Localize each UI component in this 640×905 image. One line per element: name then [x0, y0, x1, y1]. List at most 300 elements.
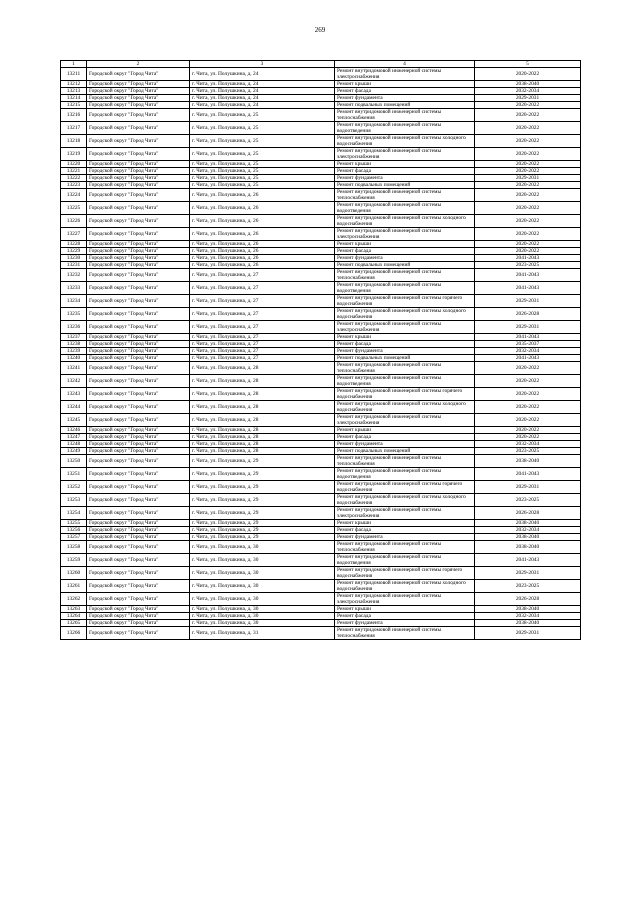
- record-number-cell: 13262: [61, 593, 87, 606]
- work-type-cell: Ремонт подвальных помещений: [335, 102, 475, 109]
- work-type-cell: Ремонт фасада: [335, 88, 475, 95]
- work-type-cell: Ремонт внутридомовой инженерной системы холодного водоснабжения: [335, 308, 475, 321]
- address-cell: г. Чита, ул. Полушкина, д. 27: [190, 355, 335, 362]
- record-number-cell: 13228: [61, 241, 87, 248]
- record-number-cell: 13212: [61, 81, 87, 88]
- municipality-cell: Городской округ "Город Чита": [87, 494, 190, 507]
- period-cell: 2020-2022: [475, 241, 581, 248]
- work-type-cell: Ремонт крыши: [335, 161, 475, 168]
- period-cell: 2029-2031: [475, 627, 581, 640]
- municipality-cell: Городской округ "Город Чита": [87, 248, 190, 255]
- record-number-cell: 13240: [61, 355, 87, 362]
- table-row: [61, 68, 581, 81]
- address-cell: г. Чита, ул. Полушкина, д. 29: [190, 527, 335, 534]
- period-cell: 2038-2040: [475, 81, 581, 88]
- municipality-cell: Городской округ "Город Чита": [87, 541, 190, 554]
- record-number-cell: 13237: [61, 334, 87, 341]
- municipality-cell: Городской округ "Город Чита": [87, 81, 190, 88]
- municipality-cell: Городской округ "Город Чита": [87, 441, 190, 448]
- work-type-cell: Ремонт внутридомовой инженерной системы теплоснабжения: [335, 455, 475, 468]
- record-number-cell: 13242: [61, 375, 87, 388]
- column-header: 1: [61, 61, 87, 68]
- table-row: [61, 95, 581, 102]
- address-cell: г. Чита, ул. Полушкина, д. 24: [190, 102, 335, 109]
- address-cell: г. Чита, ул. Полушкина, д. 25: [190, 148, 335, 161]
- address-cell: г. Чита, ул. Полушкина, д. 28: [190, 427, 335, 434]
- municipality-cell: Городской округ "Город Чита": [87, 308, 190, 321]
- work-type-cell: Ремонт внутридомовой инженерной системы электроснабжения: [335, 593, 475, 606]
- work-type-cell: Ремонт подвальных помещений: [335, 182, 475, 189]
- period-cell: 2020-2022: [475, 148, 581, 161]
- municipality-cell: Городской округ "Город Чита": [87, 481, 190, 494]
- repair-schedule-table: [60, 60, 581, 640]
- municipality-cell: Городской округ "Город Чита": [87, 468, 190, 481]
- table-row: [61, 255, 581, 262]
- municipality-cell: Городской округ "Город Чита": [87, 434, 190, 441]
- work-type-cell: Ремонт фундамента: [335, 534, 475, 541]
- work-type-cell: Ремонт подвальных помещений: [335, 448, 475, 455]
- table-row: [61, 527, 581, 534]
- record-number-cell: 13215: [61, 102, 87, 109]
- municipality-cell: Городской округ "Город Чита": [87, 507, 190, 520]
- municipality-cell: Городской округ "Город Чита": [87, 269, 190, 282]
- municipality-cell: Городской округ "Город Чита": [87, 348, 190, 355]
- work-type-cell: Ремонт внутридомовой инженерной системы электроснабжения: [335, 228, 475, 241]
- record-number-cell: 13266: [61, 627, 87, 640]
- period-cell: 2032-2034: [475, 441, 581, 448]
- table-row: [61, 228, 581, 241]
- period-cell: 2020-2022: [475, 102, 581, 109]
- period-cell: 2020-2022: [475, 414, 581, 427]
- work-type-cell: Ремонт крыши: [335, 81, 475, 88]
- address-cell: г. Чита, ул. Полушкина, д. 25: [190, 182, 335, 189]
- table-row: [61, 606, 581, 613]
- work-type-cell: Ремонт внутридомовой инженерной системы электроснабжения: [335, 68, 475, 81]
- record-number-cell: 13239: [61, 348, 87, 355]
- address-cell: г. Чита, ул. Полушкина, д. 25: [190, 161, 335, 168]
- municipality-cell: Городской округ "Город Чита": [87, 161, 190, 168]
- period-cell: 2020-2022: [475, 388, 581, 401]
- address-cell: г. Чита, ул. Полушкина, д. 28: [190, 441, 335, 448]
- work-type-cell: Ремонт внутридомовой инженерной системы холодного водоснабжения: [335, 580, 475, 593]
- period-cell: 2032-2034: [475, 527, 581, 534]
- municipality-cell: Городской округ "Город Чита": [87, 427, 190, 434]
- record-number-cell: 13233: [61, 282, 87, 295]
- address-cell: г. Чита, ул. Полушкина, д. 27: [190, 334, 335, 341]
- municipality-cell: Городской округ "Город Чита": [87, 228, 190, 241]
- record-number-cell: 13264: [61, 613, 87, 620]
- municipality-cell: Городской округ "Город Чита": [87, 627, 190, 640]
- period-cell: 2038-2040: [475, 455, 581, 468]
- period-cell: 2041-2043: [475, 255, 581, 262]
- record-number-cell: 13238: [61, 341, 87, 348]
- address-cell: г. Чита, ул. Полушкина, д. 30: [190, 593, 335, 606]
- address-cell: г. Чита, ул. Полушкина, д. 29: [190, 520, 335, 527]
- work-type-cell: Ремонт внутридомовой инженерной системы электроснабжения: [335, 148, 475, 161]
- address-cell: г. Чита, ул. Полушкина, д. 27: [190, 348, 335, 355]
- record-number-cell: 13263: [61, 606, 87, 613]
- record-number-cell: 13232: [61, 269, 87, 282]
- municipality-cell: Городской округ "Город Чита": [87, 215, 190, 228]
- work-type-cell: Ремонт фасада: [335, 341, 475, 348]
- municipality-cell: Городской округ "Город Чита": [87, 102, 190, 109]
- address-cell: г. Чита, ул. Полушкина, д. 29: [190, 468, 335, 481]
- address-cell: г. Чита, ул. Полушкина, д. 24: [190, 88, 335, 95]
- municipality-cell: Городской округ "Город Чита": [87, 414, 190, 427]
- table-row: [61, 269, 581, 282]
- address-cell: г. Чита, ул. Полушкина, д. 27: [190, 321, 335, 334]
- work-type-cell: Ремонт внутридомовой инженерной системы холодного водоснабжения: [335, 135, 475, 148]
- address-cell: г. Чита, ул. Полушкина, д. 28: [190, 401, 335, 414]
- record-number-cell: 13246: [61, 427, 87, 434]
- work-type-cell: Ремонт внутридомовой инженерной системы водоотведения: [335, 468, 475, 481]
- table-row: [61, 248, 581, 255]
- municipality-cell: Городской округ "Город Чита": [87, 375, 190, 388]
- record-number-cell: 13243: [61, 388, 87, 401]
- period-cell: 2020-2022: [475, 161, 581, 168]
- period-cell: 2029-2031: [475, 567, 581, 580]
- work-type-cell: Ремонт внутридомовой инженерной системы горячего водоснабжения: [335, 295, 475, 308]
- municipality-cell: Городской округ "Город Чита": [87, 148, 190, 161]
- address-cell: г. Чита, ул. Полушкина, д. 27: [190, 295, 335, 308]
- period-cell: 2023-2025: [475, 448, 581, 455]
- address-cell: г. Чита, ул. Полушкина, д. 25: [190, 135, 335, 148]
- column-header: 2: [87, 61, 190, 68]
- address-cell: г. Чита, ул. Полушкина, д. 26: [190, 262, 335, 269]
- work-type-cell: Ремонт внутридомовой инженерной системы горячего водоснабжения: [335, 388, 475, 401]
- municipality-cell: Городской округ "Город Чита": [87, 620, 190, 627]
- municipality-cell: Городской округ "Город Чита": [87, 255, 190, 262]
- work-type-cell: Ремонт внутридомовой инженерной системы электроснабжения: [335, 414, 475, 427]
- work-type-cell: Ремонт внутридомовой инженерной системы водоотведения: [335, 202, 475, 215]
- address-cell: г. Чита, ул. Полушкина, д. 29: [190, 455, 335, 468]
- address-cell: г. Чита, ул. Полушкина, д. 25: [190, 175, 335, 182]
- record-number-cell: 13223: [61, 182, 87, 189]
- period-cell: 2020-2022: [475, 122, 581, 135]
- period-cell: 2041-2043: [475, 334, 581, 341]
- table-row: [61, 148, 581, 161]
- address-cell: г. Чита, ул. Полушкина, д. 27: [190, 269, 335, 282]
- municipality-cell: Городской округ "Город Чита": [87, 355, 190, 362]
- table-row: [61, 613, 581, 620]
- table-row: [61, 334, 581, 341]
- period-cell: 2020-2022: [475, 362, 581, 375]
- record-number-cell: 13218: [61, 135, 87, 148]
- record-number-cell: 13214: [61, 95, 87, 102]
- record-number-cell: 13265: [61, 620, 87, 627]
- municipality-cell: Городской округ "Город Чита": [87, 613, 190, 620]
- address-cell: г. Чита, ул. Полушкина, д. 26: [190, 248, 335, 255]
- municipality-cell: Городской округ "Город Чита": [87, 401, 190, 414]
- period-cell: 2038-2040: [475, 541, 581, 554]
- period-cell: 2020-2022: [475, 228, 581, 241]
- work-type-cell: Ремонт крыши: [335, 606, 475, 613]
- municipality-cell: Городской округ "Город Чита": [87, 262, 190, 269]
- table-row: [61, 534, 581, 541]
- record-number-cell: 13260: [61, 567, 87, 580]
- period-cell: 2035-2037: [475, 341, 581, 348]
- address-cell: г. Чита, ул. Полушкина, д. 31: [190, 627, 335, 640]
- period-cell: 2029-2031: [475, 95, 581, 102]
- address-cell: г. Чита, ул. Полушкина, д. 30: [190, 613, 335, 620]
- period-cell: 2023-2025: [475, 262, 581, 269]
- address-cell: г. Чита, ул. Полушкина, д. 26: [190, 228, 335, 241]
- period-cell: 2023-2025: [475, 580, 581, 593]
- record-number-cell: 13224: [61, 189, 87, 202]
- period-cell: 2041-2043: [475, 554, 581, 567]
- record-number-cell: 13251: [61, 468, 87, 481]
- table-row: [61, 202, 581, 215]
- municipality-cell: Городской округ "Город Чита": [87, 109, 190, 122]
- period-cell: 2026-2028: [475, 593, 581, 606]
- municipality-cell: Городской округ "Город Чита": [87, 341, 190, 348]
- table-row: [61, 308, 581, 321]
- municipality-cell: Городской округ "Город Чита": [87, 388, 190, 401]
- work-type-cell: Ремонт фундамента: [335, 95, 475, 102]
- work-type-cell: Ремонт внутридомовой инженерной системы теплоснабжения: [335, 627, 475, 640]
- municipality-cell: Городской округ "Город Чита": [87, 189, 190, 202]
- work-type-cell: Ремонт внутридомовой инженерной системы горячего водоснабжения: [335, 567, 475, 580]
- column-header: 4: [335, 61, 475, 68]
- table-row: [61, 580, 581, 593]
- address-cell: г. Чита, ул. Полушкина, д. 29: [190, 507, 335, 520]
- record-number-cell: 13258: [61, 541, 87, 554]
- period-cell: 2029-2031: [475, 481, 581, 494]
- period-cell: 2032-2034: [475, 613, 581, 620]
- column-header: 3: [190, 61, 335, 68]
- work-type-cell: Ремонт фундамента: [335, 255, 475, 262]
- period-cell: 2020-2022: [475, 182, 581, 189]
- record-number-cell: 13217: [61, 122, 87, 135]
- table-row: [61, 262, 581, 269]
- table-row: [61, 468, 581, 481]
- table-row: [61, 341, 581, 348]
- table-header-row: [61, 61, 581, 68]
- table-row: [61, 494, 581, 507]
- municipality-cell: Городской округ "Город Чита": [87, 135, 190, 148]
- address-cell: г. Чита, ул. Полушкина, д. 25: [190, 109, 335, 122]
- period-cell: 2038-2040: [475, 620, 581, 627]
- table-row: [61, 168, 581, 175]
- work-type-cell: Ремонт внутридомовой инженерной системы электроснабжения: [335, 507, 475, 520]
- work-type-cell: Ремонт внутридомовой инженерной системы электроснабжения: [335, 321, 475, 334]
- record-number-cell: 13219: [61, 148, 87, 161]
- municipality-cell: Городской округ "Город Чита": [87, 168, 190, 175]
- table-row: [61, 182, 581, 189]
- work-type-cell: Ремонт фасада: [335, 168, 475, 175]
- address-cell: г. Чита, ул. Полушкина, д. 25: [190, 122, 335, 135]
- table-row: [61, 321, 581, 334]
- record-number-cell: 13255: [61, 520, 87, 527]
- period-cell: 2020-2022: [475, 202, 581, 215]
- address-cell: г. Чита, ул. Полушкина, д. 24: [190, 68, 335, 81]
- address-cell: г. Чита, ул. Полушкина, д. 28: [190, 448, 335, 455]
- work-type-cell: Ремонт внутридомовой инженерной системы водоотведения: [335, 122, 475, 135]
- record-number-cell: 13226: [61, 215, 87, 228]
- work-type-cell: Ремонт крыши: [335, 520, 475, 527]
- address-cell: г. Чита, ул. Полушкина, д. 27: [190, 308, 335, 321]
- period-cell: 2029-2031: [475, 321, 581, 334]
- municipality-cell: Городской округ "Город Чита": [87, 606, 190, 613]
- work-type-cell: Ремонт фасада: [335, 434, 475, 441]
- period-cell: 2032-2034: [475, 348, 581, 355]
- record-number-cell: 13211: [61, 68, 87, 81]
- work-type-cell: Ремонт внутридомовой инженерной системы теплоснабжения: [335, 109, 475, 122]
- record-number-cell: 13257: [61, 534, 87, 541]
- table-row: [61, 593, 581, 606]
- table-row: [61, 627, 581, 640]
- table-row: [61, 448, 581, 455]
- period-cell: 2038-2040: [475, 606, 581, 613]
- municipality-cell: Городской округ "Город Чита": [87, 202, 190, 215]
- work-type-cell: Ремонт подвальных помещений: [335, 355, 475, 362]
- table-row: [61, 88, 581, 95]
- record-number-cell: 13245: [61, 414, 87, 427]
- address-cell: г. Чита, ул. Полушкина, д. 26: [190, 189, 335, 202]
- address-cell: г. Чита, ул. Полушкина, д. 30: [190, 554, 335, 567]
- period-cell: 2029-2031: [475, 295, 581, 308]
- period-cell: 2023-2025: [475, 494, 581, 507]
- period-cell: 2020-2022: [475, 215, 581, 228]
- period-cell: 2041-2043: [475, 355, 581, 362]
- municipality-cell: Городской округ "Город Чита": [87, 554, 190, 567]
- record-number-cell: 13254: [61, 507, 87, 520]
- record-number-cell: 13250: [61, 455, 87, 468]
- period-cell: 2020-2022: [475, 168, 581, 175]
- work-type-cell: Ремонт внутридомовой инженерной системы холодного водоснабжения: [335, 215, 475, 228]
- table-row: [61, 434, 581, 441]
- record-number-cell: 13216: [61, 109, 87, 122]
- table-row: [61, 122, 581, 135]
- work-type-cell: Ремонт внутридомовой инженерной системы теплоснабжения: [335, 362, 475, 375]
- work-type-cell: Ремонт фасада: [335, 527, 475, 534]
- table-row: [61, 520, 581, 527]
- address-cell: г. Чита, ул. Полушкина, д. 30: [190, 620, 335, 627]
- table-row: [61, 241, 581, 248]
- municipality-cell: Городской округ "Город Чита": [87, 95, 190, 102]
- address-cell: г. Чита, ул. Полушкина, д. 24: [190, 81, 335, 88]
- address-cell: г. Чита, ул. Полушкина, д. 29: [190, 481, 335, 494]
- record-number-cell: 13249: [61, 448, 87, 455]
- table-row: [61, 109, 581, 122]
- table-row: [61, 355, 581, 362]
- record-number-cell: 13230: [61, 255, 87, 262]
- work-type-cell: Ремонт крыши: [335, 334, 475, 341]
- table-row: [61, 507, 581, 520]
- period-cell: 2020-2022: [475, 135, 581, 148]
- address-cell: г. Чита, ул. Полушкина, д. 26: [190, 255, 335, 262]
- record-number-cell: 13222: [61, 175, 87, 182]
- work-type-cell: Ремонт внутридомовой инженерной системы водоотведения: [335, 375, 475, 388]
- work-type-cell: Ремонт крыши: [335, 241, 475, 248]
- municipality-cell: Городской округ "Город Чита": [87, 362, 190, 375]
- address-cell: г. Чита, ул. Полушкина, д. 28: [190, 362, 335, 375]
- table-row: [61, 414, 581, 427]
- record-number-cell: 13261: [61, 580, 87, 593]
- table-row: [61, 295, 581, 308]
- municipality-cell: Городской округ "Город Чита": [87, 455, 190, 468]
- address-cell: г. Чита, ул. Полушкина, д. 26: [190, 215, 335, 228]
- table-row: [61, 282, 581, 295]
- table-row: [61, 554, 581, 567]
- table-row: [61, 567, 581, 580]
- address-cell: г. Чита, ул. Полушкина, д. 30: [190, 580, 335, 593]
- address-cell: г. Чита, ул. Полушкина, д. 27: [190, 341, 335, 348]
- work-type-cell: Ремонт фундамента: [335, 620, 475, 627]
- address-cell: г. Чита, ул. Полушкина, д. 28: [190, 375, 335, 388]
- work-type-cell: Ремонт внутридомовой инженерной системы теплоснабжения: [335, 269, 475, 282]
- table-row: [61, 401, 581, 414]
- period-cell: 2020-2022: [475, 427, 581, 434]
- address-cell: г. Чита, ул. Полушкина, д. 28: [190, 414, 335, 427]
- work-type-cell: Ремонт фасада: [335, 248, 475, 255]
- municipality-cell: Городской округ "Город Чита": [87, 282, 190, 295]
- municipality-cell: Городской округ "Город Чита": [87, 527, 190, 534]
- record-number-cell: 13235: [61, 308, 87, 321]
- record-number-cell: 13220: [61, 161, 87, 168]
- table-row: [61, 135, 581, 148]
- period-cell: 2020-2022: [475, 189, 581, 202]
- address-cell: г. Чита, ул. Полушкина, д. 24: [190, 95, 335, 102]
- record-number-cell: 13256: [61, 527, 87, 534]
- work-type-cell: Ремонт внутридомовой инженерной системы водоотведения: [335, 554, 475, 567]
- table-row: [61, 175, 581, 182]
- period-cell: 2020-2022: [475, 401, 581, 414]
- period-cell: 2026-2028: [475, 507, 581, 520]
- municipality-cell: Городской округ "Город Чита": [87, 122, 190, 135]
- municipality-cell: Городской округ "Город Чита": [87, 520, 190, 527]
- table-row: [61, 348, 581, 355]
- municipality-cell: Городской округ "Город Чита": [87, 567, 190, 580]
- municipality-cell: Городской округ "Город Чита": [87, 448, 190, 455]
- address-cell: г. Чита, ул. Полушкина, д. 26: [190, 241, 335, 248]
- record-number-cell: 13221: [61, 168, 87, 175]
- table-body: [61, 68, 581, 640]
- table-row: [61, 102, 581, 109]
- work-type-cell: Ремонт крыши: [335, 427, 475, 434]
- record-number-cell: 13259: [61, 554, 87, 567]
- address-cell: г. Чита, ул. Полушкина, д. 29: [190, 494, 335, 507]
- column-header: 5: [475, 61, 581, 68]
- record-number-cell: 13231: [61, 262, 87, 269]
- period-cell: 2038-2040: [475, 520, 581, 527]
- work-type-cell: Ремонт внутридомовой инженерной системы горячего водоснабжения: [335, 481, 475, 494]
- record-number-cell: 13241: [61, 362, 87, 375]
- table-row: [61, 427, 581, 434]
- table-row: [61, 541, 581, 554]
- municipality-cell: Городской округ "Город Чита": [87, 68, 190, 81]
- period-cell: 2026-2028: [475, 308, 581, 321]
- address-cell: г. Чита, ул. Полушкина, д. 27: [190, 282, 335, 295]
- period-cell: 2029-2031: [475, 175, 581, 182]
- municipality-cell: Городской округ "Город Чита": [87, 295, 190, 308]
- table-row: [61, 441, 581, 448]
- work-type-cell: Ремонт фундамента: [335, 348, 475, 355]
- record-number-cell: 13252: [61, 481, 87, 494]
- municipality-cell: Городской округ "Город Чита": [87, 88, 190, 95]
- address-cell: г. Чита, ул. Полушкина, д. 28: [190, 434, 335, 441]
- municipality-cell: Городской округ "Город Чита": [87, 175, 190, 182]
- address-cell: г. Чита, ул. Полушкина, д. 29: [190, 534, 335, 541]
- period-cell: 2041-2043: [475, 269, 581, 282]
- period-cell: 2020-2022: [475, 434, 581, 441]
- municipality-cell: Городской округ "Город Чита": [87, 334, 190, 341]
- work-type-cell: Ремонт фундамента: [335, 175, 475, 182]
- address-cell: г. Чита, ул. Полушкина, д. 30: [190, 541, 335, 554]
- table-row: [61, 161, 581, 168]
- table-row: [61, 455, 581, 468]
- table-row: [61, 481, 581, 494]
